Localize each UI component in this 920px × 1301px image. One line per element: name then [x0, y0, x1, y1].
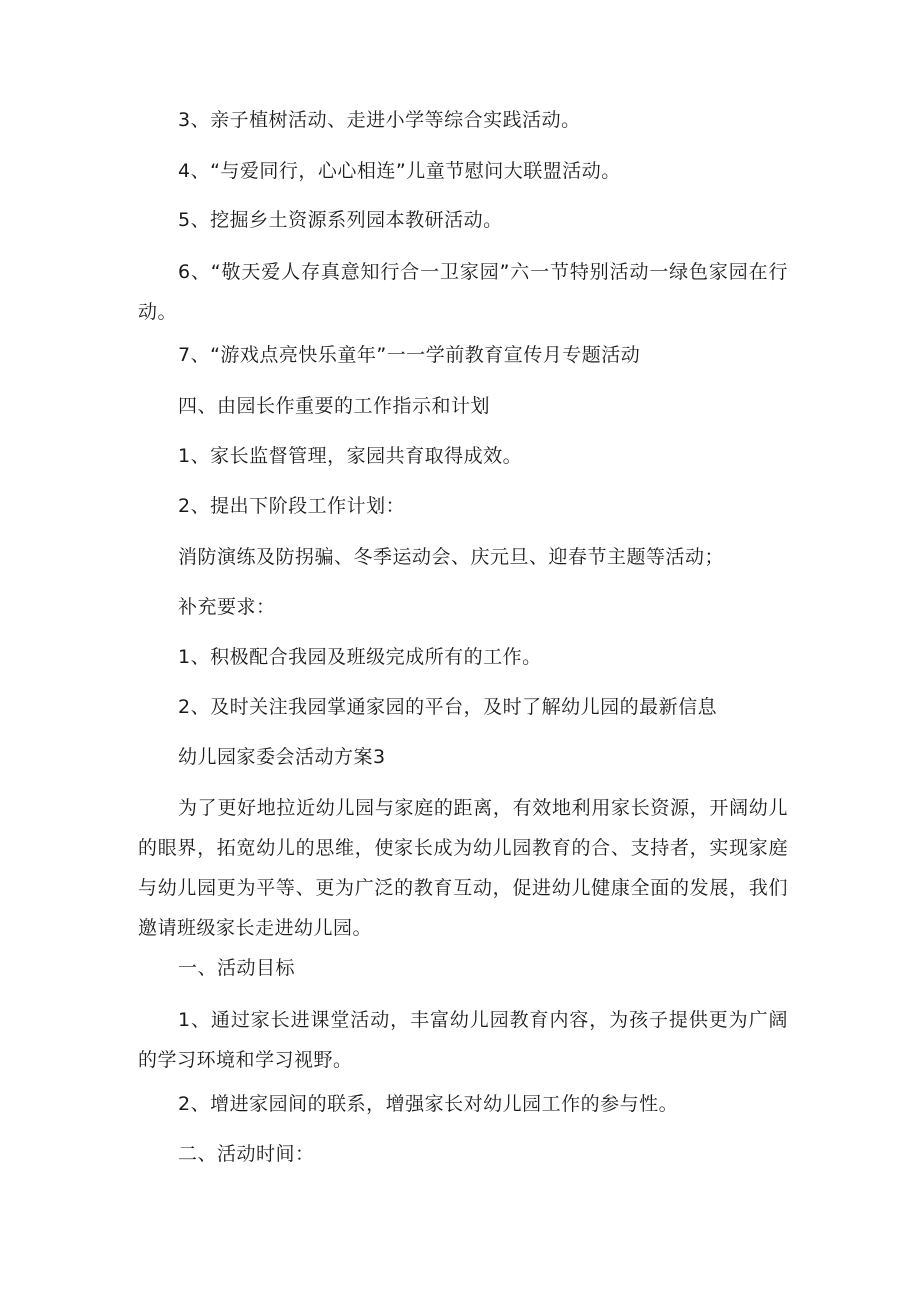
- text-line: 2、提出下阶段工作计划：: [178, 495, 406, 517]
- paragraph: 1、通过家长进课堂活动，丰富幼儿园教育内容，为孩子提供更为广阔的学习环境和学习视野。: [138, 1009, 788, 1071]
- text-line: 1、积极配合我园及班级完成所有的工作。: [178, 646, 542, 668]
- paragraph: 为了更好地拉近幼儿园与家庭的距离，有效地利用家长资源，开阔幼儿的眼界，拓宽幼儿的思维，使家长成为幼儿园教育的合、支持者，实现家庭与幼儿园更为平等、更为广泛的教育互动，促进幼儿健康全面的发展，我们邀请班级家长走进幼儿园。: [138, 797, 788, 939]
- text-line: 3、亲子植树活动、走进小学等综合实践活动。: [178, 109, 581, 131]
- section-heading: 一、活动目标: [178, 957, 296, 979]
- text-line: 1、家长监督管理，家园共育取得成效。: [178, 445, 523, 467]
- text-line: 补充要求：: [178, 596, 276, 618]
- section-heading: 二、活动时间：: [178, 1143, 315, 1165]
- paragraph: 6、“敬天爱人存真意知行合一卫家园”六一节特别活动一绿色家园在行动。: [138, 261, 788, 323]
- text-line: 2、增进家园间的联系，增强家长对幼儿园工作的参与性。: [178, 1093, 679, 1115]
- text-line: 2、及时关注我园掌通家园的平台，及时了解幼儿园的最新信息: [178, 696, 718, 718]
- text-line: 4、“与爱同行，心心相连”儿童节慰问大联盟活动。: [178, 160, 621, 182]
- text-line: 消防演练及防拐骗、冬季运动会、庆元旦、迎春节主题等活动；: [178, 546, 725, 568]
- document-subtitle: 幼儿园家委会活动方案3: [178, 746, 386, 768]
- text-line: 5、挖掘乡土资源系列园本教研活动。: [178, 209, 503, 231]
- section-heading: 四、由园长作重要的工作指示和计划: [178, 395, 491, 417]
- text-line: 7、“游戏点亮快乐童年”一一学前教育宣传月专题活动: [178, 344, 641, 366]
